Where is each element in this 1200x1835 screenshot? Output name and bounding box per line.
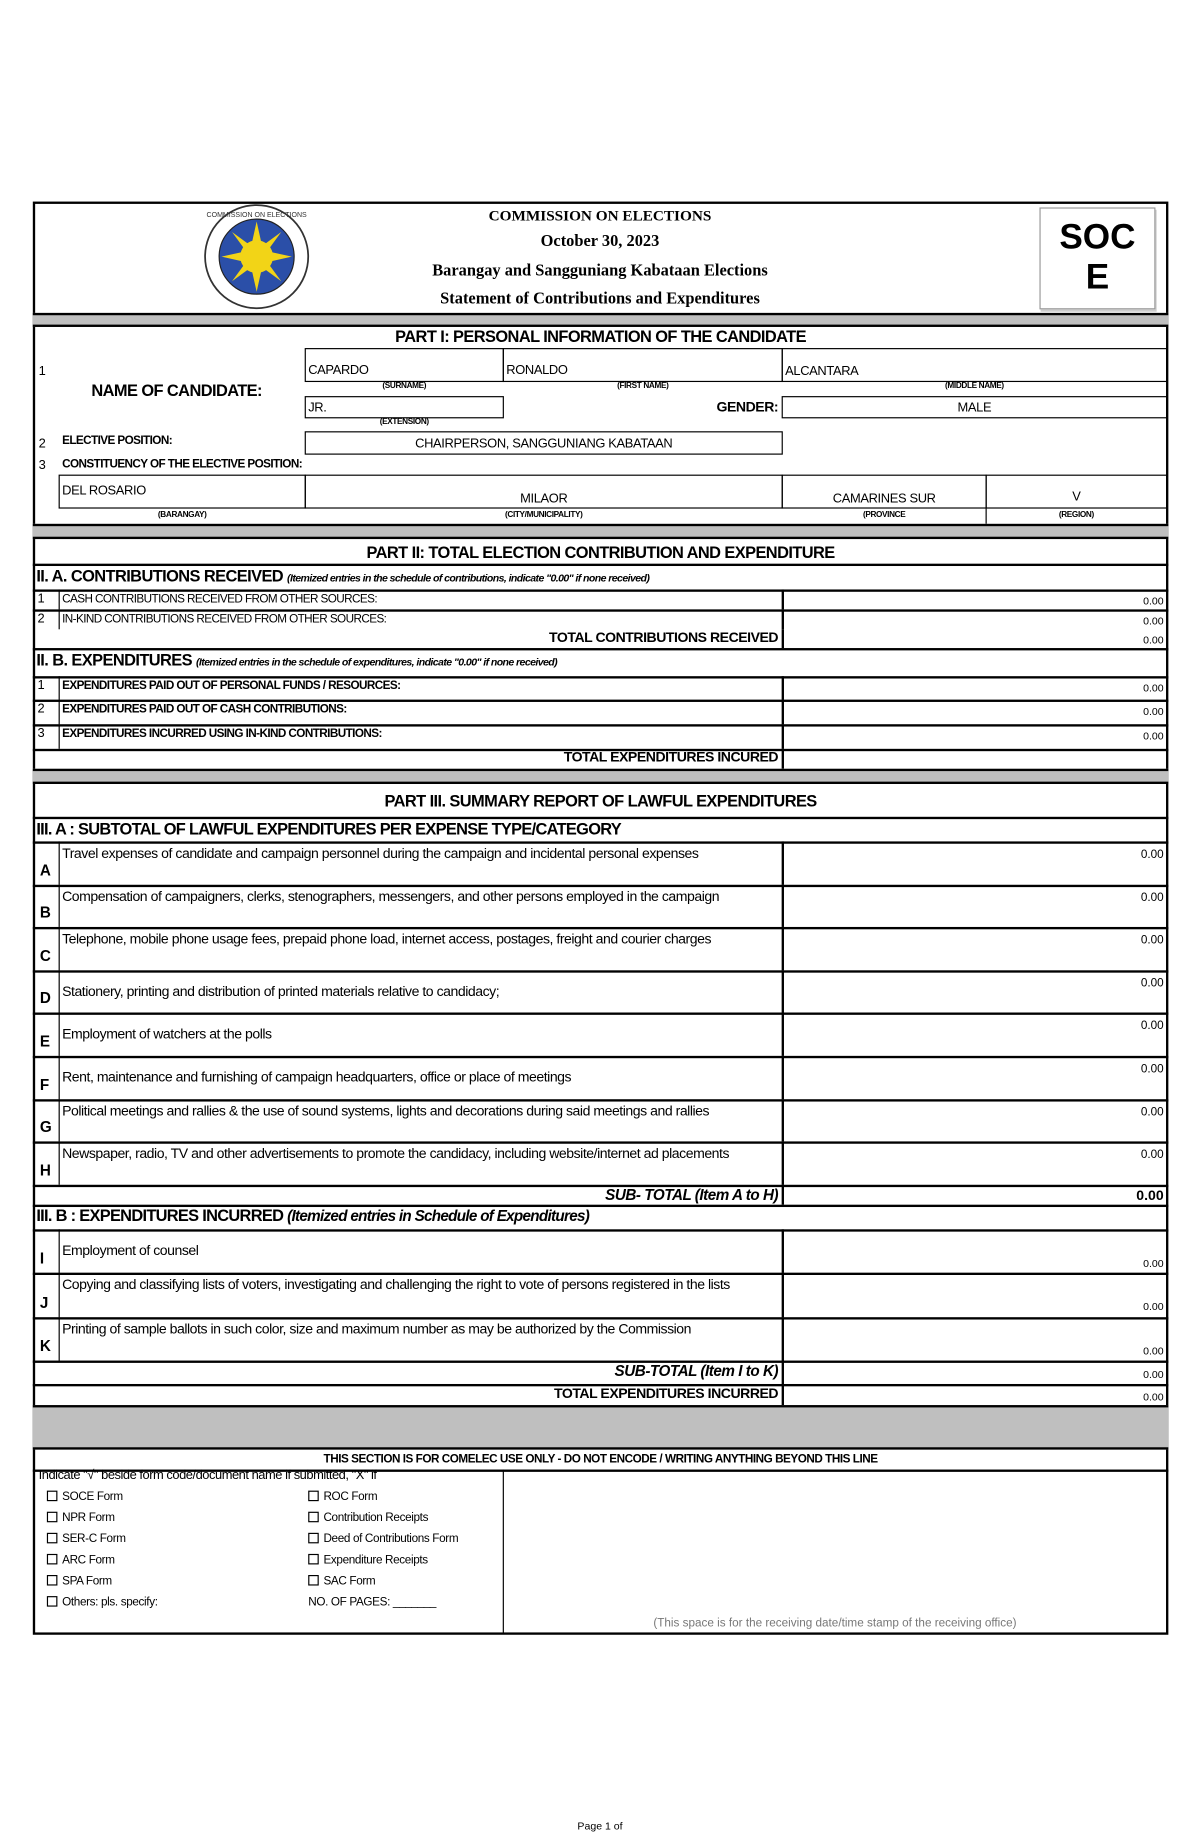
item-letter: J bbox=[39, 1293, 49, 1311]
row-label: EXPENDITURES PAID OUT OF PERSONAL FUNDS / RESOURCES: bbox=[62, 679, 401, 693]
item-letter: B bbox=[39, 903, 51, 922]
checklist-item[interactable] bbox=[308, 1491, 377, 1504]
first-name-caption: (FIRST NAME) bbox=[617, 382, 669, 391]
item-label: Political meetings and rallies & the use of sound systems, lights and decorations during said meetings and rallies bbox=[62, 1102, 710, 1119]
checkbox-icon[interactable] bbox=[47, 1554, 58, 1565]
row-label: CASH CONTRIBUTIONS RECEIVED FROM OTHER SOURCES: bbox=[62, 592, 378, 606]
svg-text:COMMISSION ON ELECTIONS: COMMISSION ON ELECTIONS bbox=[206, 211, 307, 219]
elective-position-label: ELECTIVE POSITION: bbox=[62, 434, 173, 448]
part3-title: PART III. SUMMARY REPORT OF LAWFUL EXPENDITURES bbox=[384, 791, 817, 810]
constituency-label: CONSTITUENCY OF THE ELECTIVE POSITION: bbox=[62, 458, 303, 472]
subtotal-b-value: 0.00 bbox=[1143, 1368, 1164, 1381]
middle-name-field[interactable]: ALCANTARA bbox=[782, 348, 1168, 382]
contributions-title: II. A. CONTRIBUTIONS RECEIVED bbox=[36, 566, 284, 585]
part3b-heading bbox=[36, 1206, 589, 1225]
row-value[interactable]: 0.00 bbox=[1143, 730, 1164, 742]
agency-name: COMMISSION ON ELECTIONS bbox=[488, 206, 712, 224]
item-value[interactable]: 0.00 bbox=[1143, 1301, 1164, 1313]
checklist-item[interactable] bbox=[308, 1533, 458, 1546]
comelec-instruction: Indicate "√" beside form code/document name if submitted, "X" if bbox=[38, 1468, 377, 1483]
item-letter: K bbox=[39, 1336, 51, 1355]
comelec-use-title: THIS SECTION IS FOR COMELEC USE ONLY - DO NOT ENCODE / WRITING ANYTHING BEYOND THIS LINE bbox=[323, 1453, 878, 1467]
row-label: IN-KIND CONTRIBUTIONS RECEIVED FROM OTHER SOURCES: bbox=[62, 612, 387, 626]
region-field[interactable]: V bbox=[986, 475, 1168, 509]
item-label: Newspaper, radio, TV and other advertisements to promote the candidacy, including website/internet ad placements bbox=[62, 1145, 730, 1162]
checklist-item[interactable] bbox=[47, 1491, 123, 1504]
checklist-label: SER-C Form bbox=[62, 1532, 126, 1546]
item-value[interactable]: 0.00 bbox=[1140, 848, 1164, 862]
item-value[interactable]: 0.00 bbox=[1140, 934, 1164, 948]
checklist-item[interactable] bbox=[308, 1575, 375, 1588]
row-value[interactable]: 0.00 bbox=[1143, 595, 1164, 608]
gender-label: GENDER: bbox=[716, 398, 779, 415]
row-value[interactable]: 0.00 bbox=[1143, 615, 1164, 627]
row-number: 1 bbox=[38, 364, 46, 379]
checkbox-icon[interactable] bbox=[308, 1575, 319, 1586]
row-value[interactable]: 0.00 bbox=[1143, 682, 1164, 694]
row-label: EXPENDITURES INCURRED USING IN-KIND CONTRIBUTIONS: bbox=[62, 727, 382, 741]
item-label: Rent, maintenance and furnishing of campaign headquarters, office or place of meetings bbox=[62, 1068, 572, 1086]
row-number: 2 bbox=[37, 701, 45, 717]
item-value[interactable]: 0.00 bbox=[1140, 977, 1164, 990]
item-label: Travel expenses of candidate and campaign personnel during the campaign and incidental personal expenses bbox=[62, 844, 699, 862]
item-letter: C bbox=[39, 946, 51, 965]
checklist-label: ROC Form bbox=[323, 1490, 378, 1504]
middle-name-caption: (MIDDLE NAME) bbox=[945, 382, 1004, 391]
checkbox-icon[interactable] bbox=[308, 1512, 319, 1523]
item-label: Printing of sample ballots in such color, size and maximum number as may be authorized by the Commission bbox=[62, 1320, 692, 1337]
subtotal-b-label: SUB-TOTAL (Item I to K) bbox=[614, 1361, 779, 1380]
total-contributions-value: 0.00 bbox=[1143, 633, 1164, 646]
province-field[interactable]: CAMARINES SUR bbox=[782, 475, 987, 509]
checklist-label: SPA Form bbox=[62, 1575, 112, 1588]
checklist-label: Contribution Receipts bbox=[323, 1511, 429, 1525]
part3b-title: III. B : EXPENDITURES INCURRED bbox=[36, 1205, 284, 1225]
checklist-label: Deed of Contributions Form bbox=[323, 1532, 459, 1546]
item-label: Employment of watchers at the polls bbox=[62, 1025, 272, 1043]
barangay-caption: (BARANGAY) bbox=[157, 510, 207, 520]
checklist-item[interactable] bbox=[47, 1533, 126, 1546]
row-number: 3 bbox=[38, 458, 46, 473]
item-label: Telephone, mobile phone usage fees, prepaid phone load, internet access, postages, freight and courier charges bbox=[62, 930, 712, 948]
item-letter: I bbox=[39, 1249, 45, 1268]
item-letter: F bbox=[39, 1075, 50, 1093]
form-title: Statement of Contributions and Expenditures bbox=[440, 290, 760, 309]
item-label: Employment of counsel bbox=[62, 1242, 199, 1259]
item-letter: G bbox=[39, 1118, 52, 1136]
divider bbox=[986, 507, 987, 523]
checklist-item[interactable] bbox=[47, 1512, 115, 1525]
checklist-item[interactable] bbox=[47, 1554, 115, 1567]
item-value[interactable]: 0.00 bbox=[1143, 1257, 1164, 1270]
row-number: 2 bbox=[38, 437, 46, 452]
total-expenditures-incurred-value: 0.00 bbox=[1143, 1391, 1164, 1403]
checklist-item[interactable] bbox=[47, 1575, 112, 1588]
row-number: 1 bbox=[37, 591, 45, 606]
part1-title: PART I: PERSONAL INFORMATION OF THE CANDIDATE bbox=[395, 326, 806, 346]
surname-field[interactable]: CAPARDO bbox=[305, 348, 504, 382]
item-value[interactable]: 0.00 bbox=[1140, 1062, 1164, 1076]
gender-field[interactable]: MALE bbox=[782, 396, 1168, 418]
first-name-field[interactable]: RONALDO bbox=[503, 348, 783, 382]
row-number: 2 bbox=[37, 611, 45, 626]
total-expenditures-incurred-label: TOTAL EXPENDITURES INCURRED bbox=[554, 1385, 779, 1402]
item-value[interactable]: 0.00 bbox=[1143, 1344, 1164, 1357]
row-number: 1 bbox=[37, 678, 45, 693]
form-code-line2: E bbox=[1085, 257, 1110, 297]
checkbox-icon[interactable] bbox=[47, 1575, 58, 1586]
checklist-label: ARC Form bbox=[62, 1553, 115, 1567]
name-label: NAME OF CANDIDATE: bbox=[91, 380, 262, 400]
checklist-label: NPR Form bbox=[62, 1511, 115, 1525]
section-divider bbox=[33, 1405, 1169, 1450]
contributions-note: (Itemized entries in the schedule of contributions, indicate "0.00" if none received) bbox=[287, 571, 650, 584]
province-caption: (PROVINCE bbox=[862, 510, 906, 520]
page-number: Page 1 of bbox=[577, 1819, 623, 1832]
contributions-heading bbox=[36, 566, 649, 585]
form-code-box bbox=[1039, 207, 1155, 309]
checkbox-icon[interactable] bbox=[308, 1554, 319, 1565]
row-value[interactable]: 0.00 bbox=[1143, 705, 1164, 718]
part3a-title: III. A : SUBTOTAL OF LAWFUL EXPENDITURES PER EXPENSE TYPE/CATEGORY bbox=[36, 819, 622, 838]
checkbox-icon[interactable] bbox=[47, 1533, 58, 1544]
item-label: Compensation of campaigners, clerks, stenographers, messengers, and other persons employed in the campaign bbox=[62, 887, 720, 905]
extension-caption: (EXTENSION) bbox=[379, 418, 429, 427]
item-value[interactable]: 0.00 bbox=[1140, 1148, 1164, 1162]
checklist-label: SOCE Form bbox=[62, 1490, 123, 1504]
expenditures-title: II. B. EXPENDITURES bbox=[36, 650, 193, 670]
item-letter: D bbox=[39, 989, 51, 1008]
election-name: Barangay and Sangguniang Kabataan Elections bbox=[432, 262, 768, 281]
subtotal-a-label: SUB- TOTAL (Item A to H) bbox=[605, 1185, 779, 1204]
form-code-line1: SOC bbox=[1059, 217, 1136, 257]
expenditures-note: (Itemized entries in the schedule of expenditures, indicate "0.00" if none received) bbox=[195, 656, 558, 668]
comelec-seal-logo bbox=[203, 203, 311, 311]
part2-title: PART II: TOTAL ELECTION CONTRIBUTION AND EXPENDITURE bbox=[366, 542, 835, 562]
checklist-item[interactable] bbox=[47, 1596, 158, 1609]
total-contributions-label: TOTAL CONTRIBUTIONS RECEIVED bbox=[549, 629, 779, 646]
checklist-label: SAC Form bbox=[323, 1575, 376, 1588]
city-field[interactable]: MILAOR bbox=[305, 475, 783, 509]
item-value[interactable]: 0.00 bbox=[1140, 891, 1164, 905]
row-label: EXPENDITURES PAID OUT OF CASH CONTRIBUTIONS: bbox=[62, 703, 347, 717]
checklist-label: Others: pls. specify: bbox=[62, 1596, 158, 1609]
extension-field[interactable]: JR. bbox=[305, 396, 504, 418]
row-number: 3 bbox=[37, 726, 45, 741]
item-label: Copying and classifying lists of voters, investigating and challenging the right to vote of persons registered in the lists bbox=[62, 1276, 730, 1293]
item-value[interactable]: 0.00 bbox=[1140, 1105, 1164, 1119]
elective-position-field[interactable]: CHAIRPERSON, SANGGUNIANG KABATAAN bbox=[305, 431, 783, 454]
checkbox-icon[interactable] bbox=[47, 1596, 58, 1607]
number-of-pages: NO. OF PAGES: _______ bbox=[308, 1596, 437, 1609]
checklist-label: Expenditure Receipts bbox=[323, 1553, 428, 1567]
surname-caption: (SURNAME) bbox=[382, 382, 427, 391]
subtotal-a-value: 0.00 bbox=[1136, 1187, 1164, 1204]
item-label: Stationery, printing and distribution of printed materials relative to candidacy; bbox=[62, 982, 500, 1000]
barangay-field[interactable]: DEL ROSARIO bbox=[59, 475, 306, 509]
checkbox-icon[interactable] bbox=[47, 1491, 58, 1502]
stamp-space-note: (This space is for the receiving date/time stamp of the receiving office) bbox=[653, 1617, 1017, 1631]
expenditures-heading bbox=[36, 650, 557, 669]
checkbox-icon[interactable] bbox=[308, 1491, 319, 1502]
section-divider bbox=[33, 769, 1169, 784]
section-divider bbox=[33, 313, 1169, 327]
part3b-note: (Itemized entries in Schedule of Expenditures) bbox=[287, 1207, 590, 1225]
checklist-item[interactable] bbox=[308, 1554, 428, 1567]
item-letter: E bbox=[39, 1032, 51, 1050]
item-letter: H bbox=[39, 1161, 51, 1179]
checkbox-icon[interactable] bbox=[308, 1533, 319, 1544]
section-divider bbox=[33, 524, 1169, 539]
item-value[interactable]: 0.00 bbox=[1140, 1019, 1164, 1033]
checklist-item[interactable] bbox=[308, 1512, 428, 1525]
region-caption: (REGION) bbox=[1058, 510, 1094, 520]
checkbox-icon[interactable] bbox=[47, 1512, 58, 1523]
election-date: October 30, 2023 bbox=[540, 233, 660, 251]
total-expenditures-label: TOTAL EXPENDITURES INCURED bbox=[563, 748, 779, 766]
city-caption: (CITY/MUNICIPALITY) bbox=[505, 510, 583, 520]
item-letter: A bbox=[39, 860, 51, 879]
